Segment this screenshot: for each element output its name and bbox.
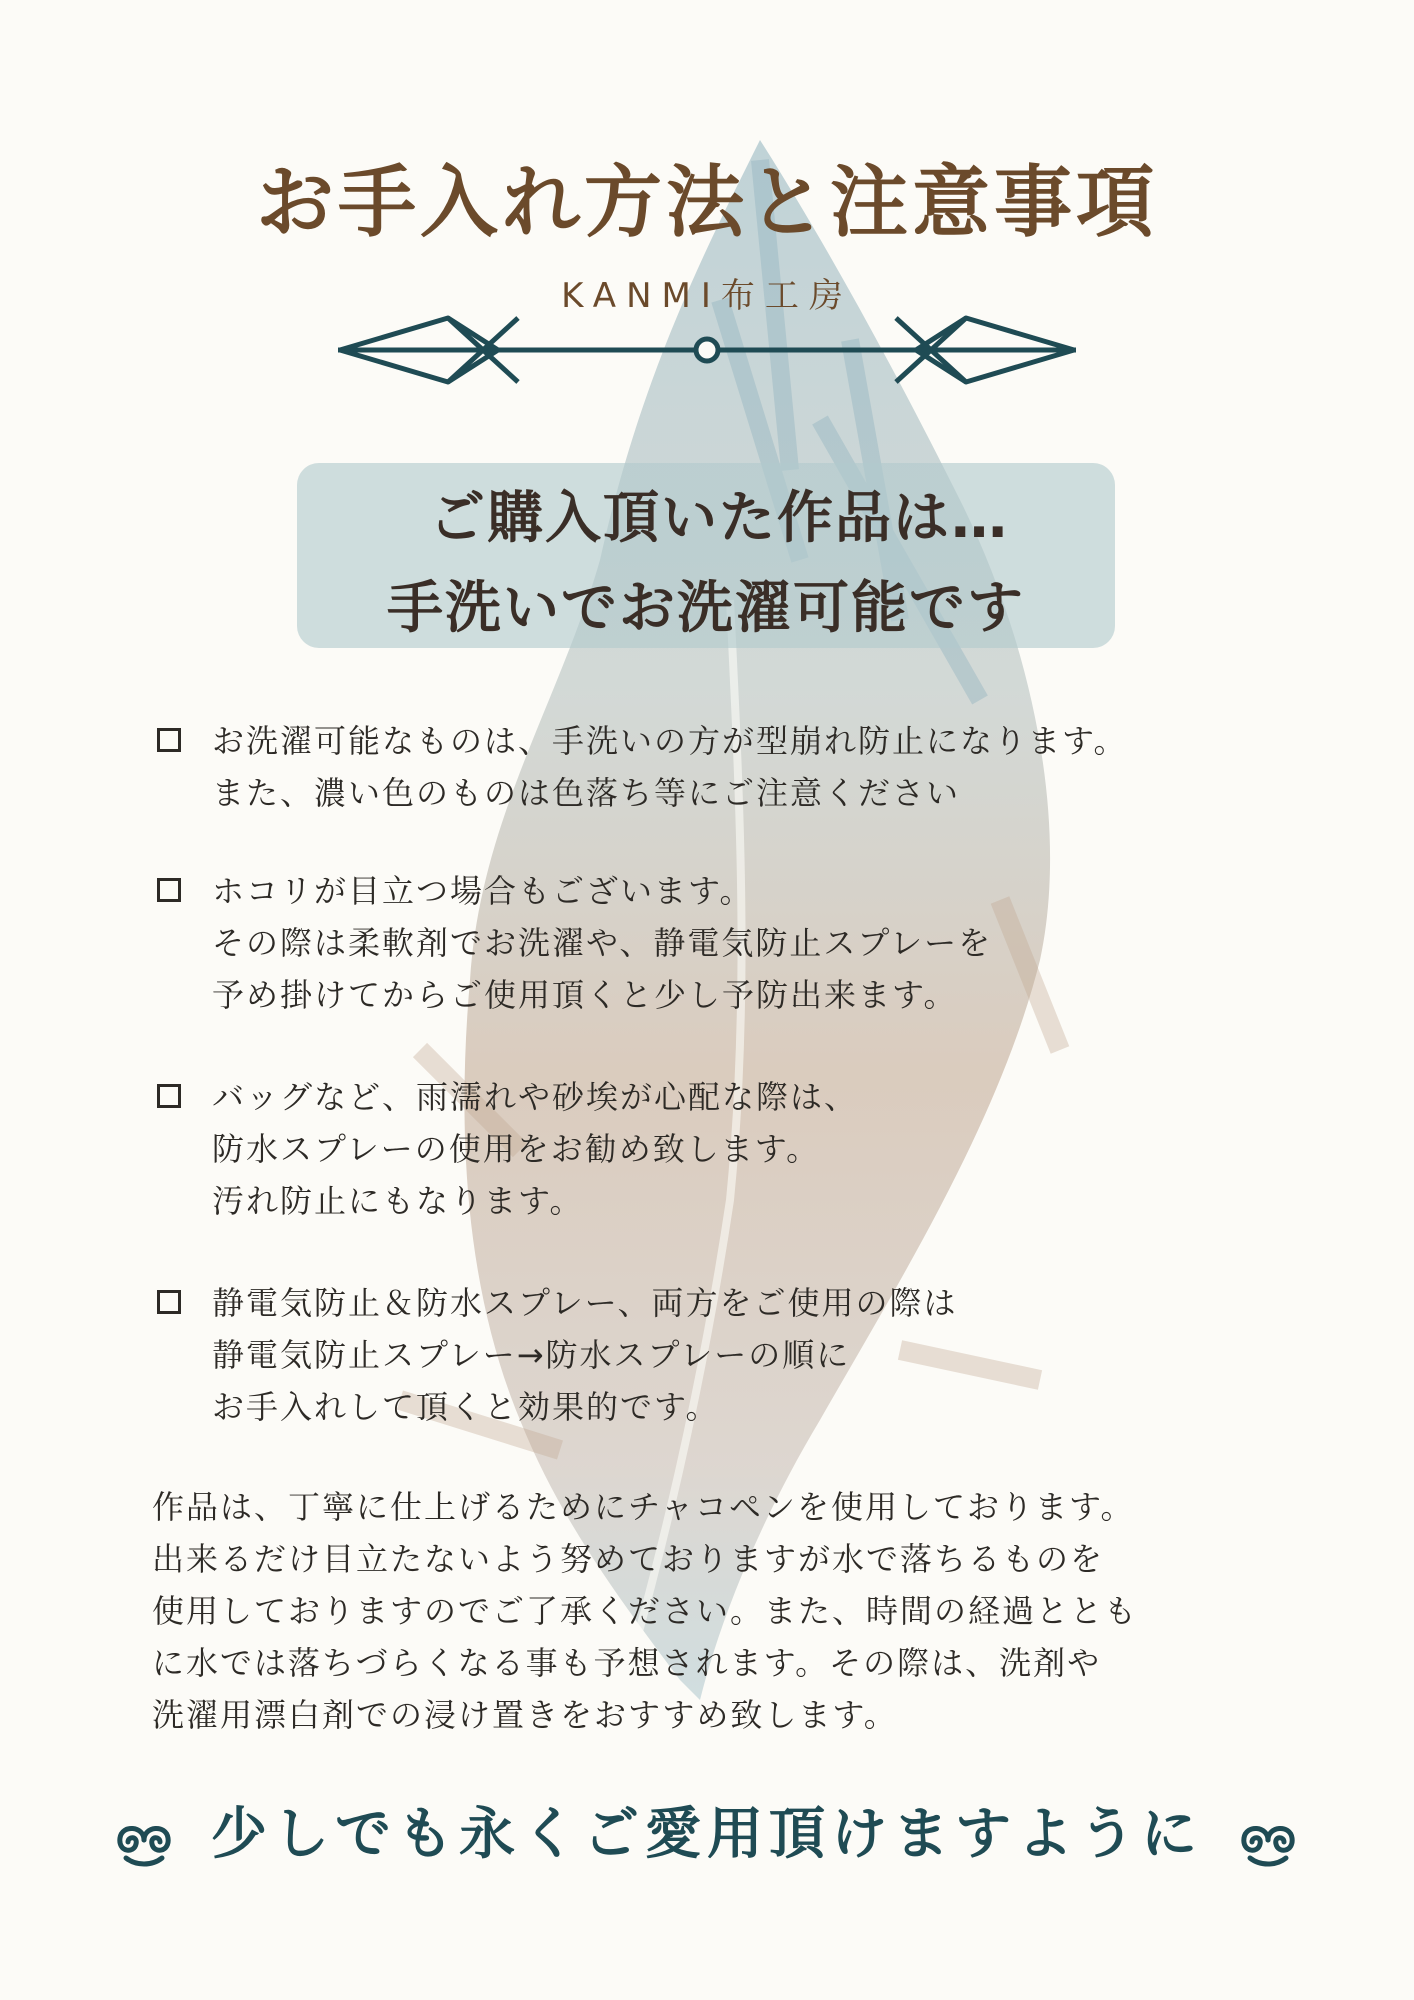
item-line: 静電気防止＆防水スプレー、両方をご使用の際は: [212, 1284, 958, 1322]
item-line: お手入れして頂くと効果的です。: [212, 1388, 720, 1426]
swirl-ornament-icon: [1236, 1808, 1300, 1872]
highlight-line-2: 手洗いでお洗濯可能です: [387, 576, 1025, 641]
chalk-pen-notice: [152, 1484, 1138, 1744]
page-title: お手入れ方法と注意事項: [255, 158, 1158, 248]
notice-line: 出来るだけ目立たないよう努めておりますが水で落ちるものを: [152, 1540, 1105, 1578]
notice-line: 作品は、丁寧に仕上げるためにチャコペンを使用しております。: [152, 1488, 1135, 1526]
notice-line: 使用しておりますのでご了承ください。また、時間の経過ととも: [152, 1592, 1139, 1630]
checkbox-icon: [157, 728, 181, 752]
item-line: その際は柔軟剤でお洗濯や、静電気防止スプレーを: [212, 924, 993, 962]
arrow-divider-icon: [338, 312, 1076, 388]
item-line: 防水スプレーの使用をお勧め致します。: [212, 1130, 821, 1168]
item-line: ホコリが目立つ場合もございます。: [212, 872, 754, 910]
item-line: 静電気防止スプレー→防水スプレーの順に: [212, 1336, 851, 1374]
brand-subtitle: KANMI布工房: [561, 276, 853, 316]
item-line: また、濃い色のものは色落ち等にご注意ください: [212, 774, 961, 812]
item-line: お洗濯可能なものは、手洗いの方が型崩れ防止になります。: [212, 722, 1128, 760]
checkbox-icon: [157, 1084, 181, 1108]
checkbox-icon: [157, 878, 181, 902]
item-line: バッグなど、雨濡れや砂埃が心配な際は、: [212, 1078, 859, 1116]
notice-line: 洗濯用漂白剤での浸け置きをおすすめ致します。: [152, 1696, 898, 1734]
item-line: 汚れ防止にもなります。: [212, 1182, 584, 1220]
notice-line: に水では落ちづらくなる事も予想されます。その際は、洗剤や: [152, 1644, 1102, 1682]
item-line: 予め掛けてからご使用頂くと少し予防出来ます。: [212, 976, 958, 1014]
highlight-line-1: ご購入頂いた作品は…: [429, 486, 1009, 551]
closing-message: 少しでも永くご愛用頂けますように: [211, 1802, 1203, 1867]
checkbox-icon: [157, 1290, 181, 1314]
